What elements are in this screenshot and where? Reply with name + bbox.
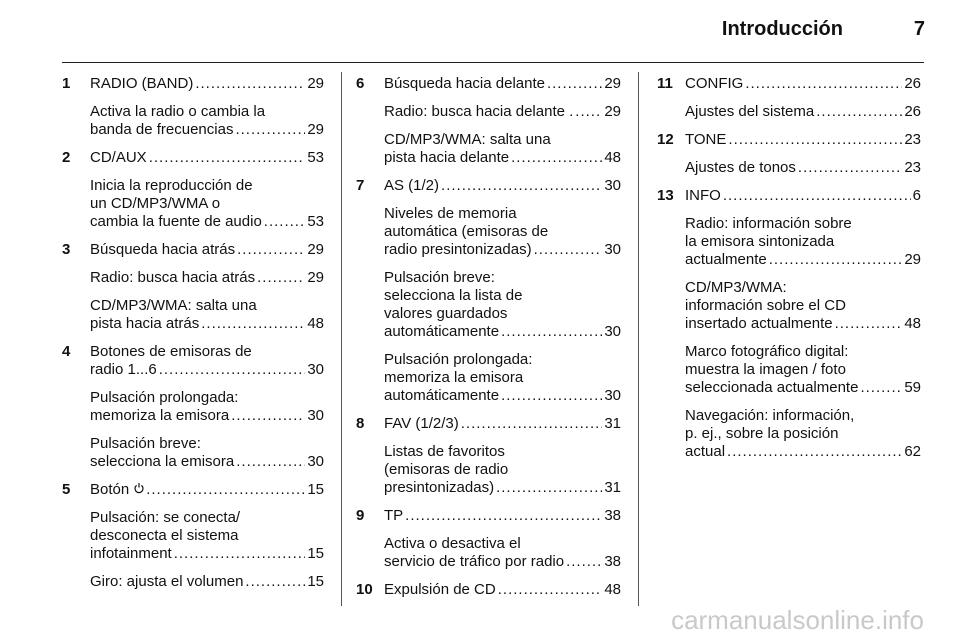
dot-leader: [727, 443, 902, 461]
dot-leader: [257, 269, 305, 287]
column-divider-1: [341, 72, 342, 606]
dot-leader: [461, 415, 603, 433]
index-entry: [657, 279, 921, 333]
entry-page-number: 48: [904, 315, 921, 332]
entry-page-number: 15: [307, 481, 324, 498]
entry-text: Ajustes de tonos: [685, 159, 796, 176]
entry-text: FAV (1/2/3): [384, 415, 459, 432]
entry-page-number: 15: [307, 545, 324, 562]
entry-text: Búsqueda hacia atrás: [90, 241, 236, 258]
dot-leader: [798, 159, 902, 177]
entry-page-number: 26: [904, 103, 921, 120]
index-entry: [657, 75, 921, 93]
entry-page-number: 29: [904, 251, 921, 268]
index-entry: [356, 269, 621, 341]
entry-text: INFO: [685, 187, 721, 204]
dot-leader: [159, 361, 306, 379]
entry-page-number: 53: [307, 149, 324, 166]
index-entry: [62, 435, 324, 471]
entry-leader-line: [90, 149, 324, 167]
entry-text: Radio: busca hacia atrás: [90, 269, 256, 286]
entry-number: 5: [62, 481, 71, 498]
entry-text: presintonizadas): [384, 479, 495, 496]
entry-text-line: selecciona la lista de: [384, 287, 523, 304]
watermark-text: carmanualsonline.info: [671, 605, 924, 635]
entry-page-number: 31: [604, 479, 621, 496]
entry-text-line: automática (emisoras de: [384, 223, 549, 240]
index-entry: [356, 443, 621, 497]
entry-number: 7: [356, 177, 365, 194]
entry-leader-line: [90, 573, 324, 591]
dot-leader: [835, 315, 903, 333]
entry-page-number: 53: [307, 213, 324, 230]
dot-leader: [201, 315, 305, 333]
entry-page-number: 38: [604, 507, 621, 524]
entry-text-line: Listas de favoritos: [384, 443, 505, 460]
entry-text-line: Radio: información sobre: [685, 215, 852, 232]
entry-leader-line: [90, 361, 324, 379]
index-entry: [657, 343, 921, 397]
entry-page-number: 30: [604, 177, 621, 194]
entry-page-number: 29: [604, 75, 621, 92]
dot-leader: [496, 479, 602, 497]
entry-leader-line: [90, 269, 324, 287]
entry-text: radio 1...6: [90, 361, 157, 378]
entry-text-line: (emisoras de radio: [384, 461, 509, 478]
entry-leader-line: [90, 213, 324, 231]
entry-leader-line: [90, 241, 324, 259]
entry-page-number: 38: [604, 553, 621, 570]
index-entry: [62, 177, 324, 231]
entry-page-number: 59: [904, 379, 921, 396]
dot-leader: [575, 103, 602, 121]
dot-leader: [547, 75, 602, 93]
entry-text: radio presintonizadas): [384, 241, 532, 258]
entry-text-line: Pulsación breve:: [384, 269, 495, 286]
entry-number: 9: [356, 507, 365, 524]
page-title: Introducción: [721, 18, 843, 40]
index-entry: [62, 481, 324, 499]
entry-text: seleccionada actualmente: [685, 379, 859, 396]
entry-text: AS (1/2): [384, 177, 440, 194]
dot-leader: [195, 75, 305, 93]
dot-leader: [501, 387, 602, 405]
index-entry: [356, 415, 621, 433]
entry-number: 1: [62, 75, 71, 92]
entry-text: automáticamente: [384, 323, 500, 340]
entry-text: pista hacia atrás: [90, 315, 200, 332]
entry-leader-line: [685, 187, 921, 205]
dot-leader: [245, 573, 305, 591]
entry-text: automáticamente: [384, 387, 500, 404]
entry-text: Botón: [90, 481, 130, 498]
index-entry: [356, 581, 621, 599]
entry-page-number: 62: [904, 443, 921, 460]
entry-leader-line: [384, 75, 621, 93]
index-entry: [657, 131, 921, 149]
entry-leader-line: [90, 545, 324, 563]
entry-leader-line: [90, 75, 324, 93]
dot-leader: [501, 323, 602, 341]
entry-leader-line: [384, 149, 621, 167]
index-entry: [62, 103, 324, 139]
index-entry: [62, 573, 324, 591]
entry-leader-line: [384, 241, 621, 259]
entry-text: actualmente: [685, 251, 767, 268]
index-entry: [62, 343, 324, 379]
entry-text-line: Pulsación: se conecta/: [90, 509, 241, 526]
entry-page-number: 30: [604, 387, 621, 404]
entry-text-line: Pulsación prolongada:: [90, 389, 239, 406]
entry-number: 4: [62, 343, 71, 360]
dot-leader: [264, 213, 306, 231]
entry-leader-line: [685, 443, 921, 461]
entry-text-line: Inicia la reproducción de: [90, 177, 253, 194]
dot-leader: [149, 149, 306, 167]
entry-text-line: desconecta el sistema: [90, 527, 239, 544]
entry-text: CD/AUX: [90, 149, 147, 166]
entry-text: RADIO (BAND): [90, 75, 194, 92]
entry-page-number: 30: [604, 323, 621, 340]
entry-leader-line: [384, 479, 621, 497]
entry-text: cambia la fuente de audio: [90, 213, 262, 230]
entry-text: Giro: ajusta el volumen: [90, 573, 244, 590]
dot-leader: [405, 507, 602, 525]
entry-text-line: Pulsación breve:: [90, 435, 201, 452]
index-entry: [356, 177, 621, 195]
entry-text-line: CD/MP3/WMA: salta una: [384, 131, 551, 148]
entry-number: 2: [62, 149, 71, 166]
entry-text-line: CD/MP3/WMA: salta una: [90, 297, 257, 314]
entry-text: banda de frecuencias: [90, 121, 234, 138]
entry-leader-line: [685, 103, 921, 121]
entry-text-line: memoriza la emisora: [384, 369, 524, 386]
entry-text-line: Navegación: información,: [685, 407, 855, 424]
entry-page-number: 30: [604, 241, 621, 258]
entry-text-line: Marco fotográfico digital:: [685, 343, 849, 360]
index-entry: [62, 269, 324, 287]
entry-text: CONFIG: [685, 75, 744, 92]
entry-text-line: Niveles de memoria: [384, 205, 517, 222]
entry-text-line: p. ej., sobre la posición: [685, 425, 839, 442]
entry-text: TONE: [685, 131, 727, 148]
entry-page-number: 29: [604, 103, 621, 120]
entry-text-line: un CD/MP3/WMA o: [90, 195, 221, 212]
entry-text: Ajustes del sistema: [685, 103, 815, 120]
index-entry: [62, 509, 324, 563]
entry-page-number: 15: [307, 573, 324, 590]
entry-leader-line: [384, 177, 621, 195]
column-divider-2: [638, 72, 639, 606]
entry-leader-line: [384, 103, 621, 121]
header-divider: [62, 62, 924, 63]
entry-text: infotainment: [90, 545, 172, 562]
entry-leader-line: [685, 251, 921, 269]
entry-number: 13: [657, 187, 674, 204]
entry-text: memoriza la emisora: [90, 407, 230, 424]
entry-text-line: información sobre el CD: [685, 297, 846, 314]
entry-leader-line: [685, 379, 921, 397]
entry-leader-line: [384, 323, 621, 341]
entry-text-line: valores guardados: [384, 305, 508, 322]
entry-page-number: 48: [307, 315, 324, 332]
entry-leader-line: [90, 481, 324, 499]
entry-page-number: 30: [307, 407, 324, 424]
dot-leader: [745, 75, 902, 93]
entry-page-number: 48: [604, 581, 621, 598]
dot-leader: [566, 553, 602, 571]
dot-leader: [235, 121, 305, 139]
dot-leader: [769, 251, 903, 269]
entry-page-number: 29: [307, 75, 324, 92]
dot-leader: [511, 149, 602, 167]
entry-number: 3: [62, 241, 71, 258]
entry-page-number: 29: [307, 269, 324, 286]
index-entry: [356, 535, 621, 571]
entry-text-line: Botones de emisoras de: [90, 343, 252, 360]
dot-leader: [498, 581, 603, 599]
entry-leader-line: [685, 75, 921, 93]
entry-number: 11: [657, 75, 673, 92]
entry-text-line: Activa o desactiva el: [384, 535, 521, 552]
index-entry: [62, 389, 324, 425]
index-entry: [356, 103, 621, 121]
dot-leader: [816, 103, 902, 121]
dot-leader: [174, 545, 306, 563]
entry-leader-line: [384, 387, 621, 405]
entry-text: TP: [384, 507, 404, 524]
entry-number: 6: [356, 75, 365, 92]
entry-page-number: 30: [307, 453, 324, 470]
entry-text: pista hacia delante: [384, 149, 510, 166]
dot-leader: [237, 241, 305, 259]
entry-leader-line: [685, 131, 921, 149]
power-icon: [134, 481, 144, 493]
entry-text: insertado actualmente: [685, 315, 833, 332]
entry-leader-line: [384, 507, 621, 525]
dot-leader: [231, 407, 305, 425]
entry-text: servicio de tráfico por radio: [384, 553, 565, 570]
page-header: [0, 18, 960, 48]
entry-leader-line: [384, 415, 621, 433]
entry-leader-line: [685, 159, 921, 177]
entry-number: 12: [657, 131, 674, 148]
entry-page-number: 30: [307, 361, 324, 378]
entry-text-line: CD/MP3/WMA:: [685, 279, 787, 296]
entry-leader-line: [90, 315, 324, 333]
index-entry: [657, 187, 921, 205]
entry-page-number: 29: [307, 241, 324, 258]
entry-page-number: 29: [307, 121, 324, 138]
entry-page-number: 6: [912, 187, 921, 204]
entry-leader-line: [685, 315, 921, 333]
index-entry: [62, 149, 324, 167]
entry-page-number: 48: [604, 149, 621, 166]
entry-page-number: 26: [904, 75, 921, 92]
dot-leader: [146, 481, 305, 499]
entry-text: Radio: busca hacia delante .: [384, 103, 574, 120]
entry-leader-line: [90, 407, 324, 425]
dot-leader: [723, 187, 911, 205]
entry-text-line: muestra la imagen / foto: [685, 361, 846, 378]
page-number: 7: [913, 18, 925, 40]
dot-leader: [534, 241, 603, 259]
entry-text: Expulsión de CD: [384, 581, 496, 598]
entry-text-line: la emisora sintonizada: [685, 233, 835, 250]
entry-leader-line: [384, 581, 621, 599]
entry-page-number: 23: [904, 159, 921, 176]
entry-number: 10: [356, 581, 373, 598]
dot-leader: [728, 131, 902, 149]
index-entry: [356, 75, 621, 93]
entry-text-line: Activa la radio o cambia la: [90, 103, 266, 120]
entry-text: selecciona la emisora: [90, 453, 235, 470]
index-entry: [356, 351, 621, 405]
dot-leader: [236, 453, 305, 471]
index-entry: [657, 215, 921, 269]
entry-text-line: Pulsación prolongada:: [384, 351, 533, 368]
entry-leader-line: [90, 453, 324, 471]
index-entry: [356, 205, 621, 259]
entry-leader-line: [384, 553, 621, 571]
index-entry: [62, 297, 324, 333]
index-entry: [62, 75, 324, 93]
index-entry: [356, 507, 621, 525]
entry-number: 8: [356, 415, 365, 432]
index-entry: [356, 131, 621, 167]
index-entry: [657, 159, 921, 177]
dot-leader: [860, 379, 902, 397]
dot-leader: [441, 177, 602, 195]
entry-text: Búsqueda hacia delante: [384, 75, 545, 92]
entry-page-number: 23: [904, 131, 921, 148]
entry-text: actual: [685, 443, 726, 460]
index-entry: [657, 407, 921, 461]
index-entry: [657, 103, 921, 121]
index-entry: [62, 241, 324, 259]
entry-page-number: 31: [604, 415, 621, 432]
entry-leader-line: [90, 121, 324, 139]
